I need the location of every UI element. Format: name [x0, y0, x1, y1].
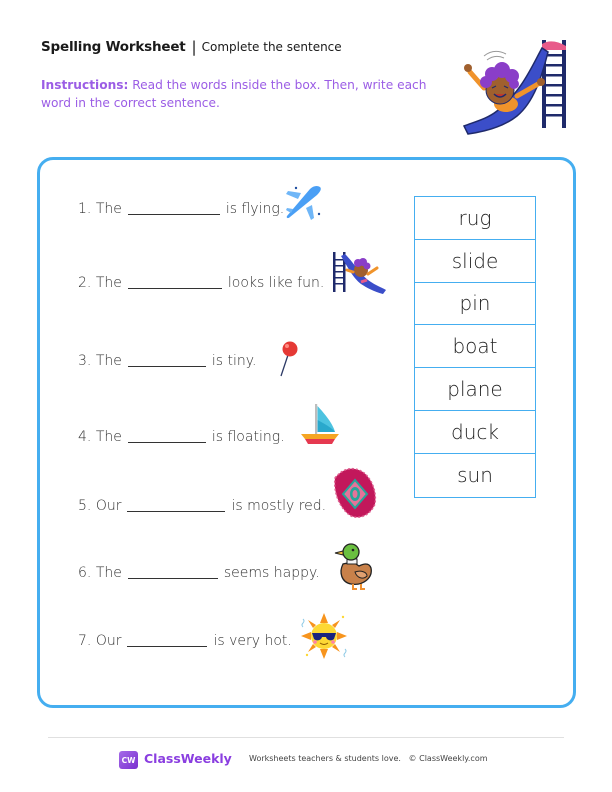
sentence-after: seems happy.: [223, 565, 320, 581]
sentence-before: The: [95, 565, 122, 581]
sentence-5: [78, 492, 326, 514]
answer-blank[interactable]: [127, 631, 207, 647]
footer-divider: [48, 737, 564, 738]
sentence-before: The: [95, 275, 122, 291]
sentence-7: [78, 627, 292, 649]
word-bank-item: boat: [415, 325, 535, 368]
sentence-before: Our: [95, 498, 122, 514]
word-bank-item: plane: [415, 368, 535, 411]
answer-blank[interactable]: [127, 496, 225, 512]
answer-blank[interactable]: [128, 351, 206, 367]
sentence-number: 2.: [78, 275, 92, 291]
answer-blank[interactable]: [128, 199, 220, 215]
slide-icon: [331, 248, 387, 294]
sentence-1: [78, 195, 284, 217]
title-separator: |: [191, 38, 197, 56]
sentence-before: The: [95, 201, 122, 217]
word-bank-item: sun: [457, 463, 493, 488]
sentence-number: 4.: [78, 429, 92, 445]
footer-tagline: Worksheets teachers & students love. © ClassWeekly.com: [249, 754, 488, 763]
classweekly-logo-icon: CW: [119, 751, 138, 769]
sentence-number: 7.: [78, 633, 92, 649]
answer-blank[interactable]: [128, 427, 206, 443]
sentence-6: [78, 559, 320, 581]
airplane-icon: [284, 183, 324, 221]
answer-blank[interactable]: [128, 563, 218, 579]
instructions-label: Instructions:: [41, 78, 129, 92]
word-bank-item: duck: [415, 411, 535, 454]
instructions-text: Read the words inside the box. Then, write each word in the correct sentence.: [41, 78, 427, 110]
child-on-slide-illustration: [462, 36, 580, 136]
sentence-number: 5.: [78, 498, 92, 514]
instructions: [41, 76, 441, 112]
sailboat-icon: [299, 402, 341, 446]
sentence-number: 6.: [78, 565, 92, 581]
worksheet-subtitle: Complete the sentence: [201, 40, 342, 54]
sentence-4: [78, 423, 285, 445]
answer-blank[interactable]: [128, 273, 222, 289]
sentence-after: is very hot.: [213, 633, 292, 649]
sentence-number: 3.: [78, 353, 92, 369]
sentence-before: The: [95, 353, 122, 369]
sentence-2: [78, 269, 324, 291]
pin-icon: [276, 340, 300, 378]
worksheet-header: [41, 38, 342, 56]
sentence-number: 1.: [78, 201, 92, 217]
sentence-before: The: [95, 429, 122, 445]
sun-icon: [299, 611, 349, 661]
duck-icon: [333, 542, 375, 590]
word-bank-item: slide: [415, 240, 535, 283]
word-bank-item: rug: [415, 197, 535, 240]
sentence-after: looks like fun.: [227, 275, 325, 291]
worksheet-title: Spelling Worksheet: [41, 39, 186, 55]
rug-icon: [331, 464, 379, 522]
word-bank: [414, 196, 536, 498]
sentence-after: is flying.: [225, 201, 285, 217]
sentence-3: [78, 347, 256, 369]
sentence-before: Our: [95, 633, 122, 649]
sentence-after: is floating.: [211, 429, 285, 445]
sentence-after: is mostly red.: [231, 498, 327, 514]
classweekly-brand: ClassWeekly: [144, 751, 232, 766]
sentence-after: is tiny.: [211, 353, 257, 369]
word-bank-item: pin: [415, 283, 535, 326]
